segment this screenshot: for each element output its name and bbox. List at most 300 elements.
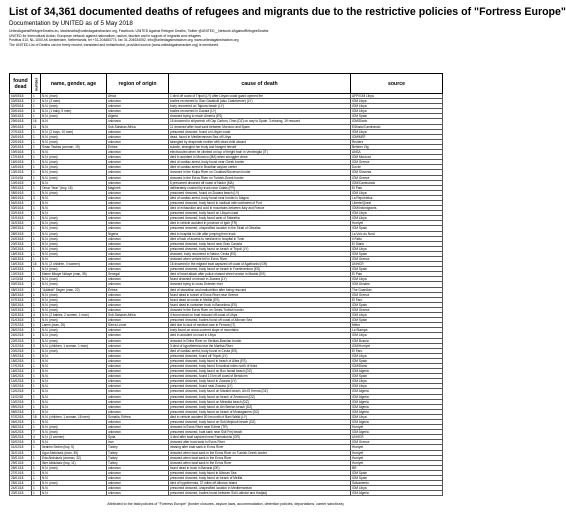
name-cell: N.N. (man) — [41, 481, 107, 486]
name-cell: N.N. (man) — [41, 170, 107, 175]
region-cell: unknown — [107, 425, 169, 430]
source-cell: Berliner Ztg — [351, 144, 443, 149]
number-cell: 1 — [32, 282, 41, 287]
number-cell: 1 — [32, 374, 41, 379]
cause-cell: died of hypothermia, 37 miles off Alboran Island — [169, 481, 351, 486]
cause-cell: strangled by desperate mother with dead child aboard — [169, 139, 351, 144]
cause-cell: presumed drowned, body found on beach of Zemmouri (DZ) — [169, 394, 351, 399]
source-cell: El Faro — [351, 297, 443, 302]
date-cell: 01/03/18 — [10, 318, 32, 323]
header-region: region of origin — [107, 74, 169, 94]
date-cell: 30/04/18 — [10, 109, 32, 114]
date-cell: 06/02/18 — [10, 420, 32, 425]
name-cell: N.N. (man) — [41, 175, 107, 180]
name-cell: N.N. (man) — [41, 231, 107, 236]
number-cell: 4 — [32, 435, 41, 440]
number-cell: 1 — [32, 165, 41, 170]
region-cell: unknown — [107, 292, 169, 297]
cause-cell: drowned in the Evros River on Greek-Turkish border — [169, 307, 351, 312]
cause-cell: 16 drowned in shipwreck off Cap Carbon, Oran (DZ) on way to Spain; 3 missing, 19 rescued — [169, 119, 351, 124]
date-cell: 07/02/18 — [10, 414, 32, 419]
source-cell: IOM/Hurriyet — [351, 343, 443, 348]
document-footer: Attributed to the fatal policies of "Fortress Europe" (border closures, asylum laws, accommodation, detention policies, deportations, carrier sanctions) — [107, 502, 344, 506]
source-cell: IOM Spain — [351, 476, 443, 481]
source-cell: IOM Libya — [351, 216, 443, 221]
number-cell: 1 — [32, 272, 41, 277]
cause-cell: presumed drowned, body found on Messida beach (DZ) — [169, 399, 351, 404]
info-line: The UNITED List of Deaths can be freely reused, translated and redistributed, provided source (www.unitedagainstracism.org) is mentioned. — [9, 42, 220, 47]
cause-cell: died in vehicle accident 50 km north of Bani Walid (LY) — [169, 414, 351, 419]
name-cell: N.N. — [41, 394, 107, 399]
date-cell: 17/04/18 — [10, 155, 32, 160]
region-cell: unknown — [107, 369, 169, 374]
number-cell: 1 — [32, 328, 41, 333]
region-cell: unknown — [107, 333, 169, 338]
number-cell: 1 — [32, 236, 41, 241]
cause-cell: drowned in the Kolpa River on Croatian/Slovenian border — [169, 170, 351, 175]
region-cell: unknown — [107, 481, 169, 486]
number-cell: 1 — [32, 297, 41, 302]
region-cell: unknown — [107, 206, 169, 211]
date-cell: 08/03/18 — [10, 292, 32, 297]
number-cell: 3 — [32, 440, 41, 445]
name-cell: N.N. — [41, 353, 107, 358]
name-cell: N.N. — [41, 119, 107, 124]
name-cell: N.N. (2 women) — [41, 435, 107, 440]
cause-cell: died of cardiac arrest in Brazilian asylum center — [169, 165, 351, 170]
number-cell: 1 — [32, 277, 41, 282]
name-cell: N.N. — [41, 476, 107, 481]
number-cell: 1 — [32, 353, 41, 358]
source-cell: IOM Libya — [351, 486, 443, 491]
number-cell: 2 — [32, 99, 41, 104]
name-cell: N.N. (man) — [41, 328, 107, 333]
date-cell: 24/01/18 — [10, 486, 32, 491]
header-source: source — [351, 74, 443, 94]
cause-cell: presumed drowned, found on Libyan coast — [169, 129, 351, 134]
cause-cell: suicide, strangled her body and hanged herself — [169, 144, 351, 149]
name-cell: N.N. — [41, 211, 107, 216]
source-cell: IOM Algeria — [351, 389, 443, 394]
region-cell: Eritrea — [107, 287, 169, 292]
cause-cell: presumed drowned, body found near Gran Canaria — [169, 241, 351, 246]
source-cell: IOM Greece — [351, 440, 443, 445]
cause-cell: body found on snow-covered slope of mountains — [169, 328, 351, 333]
number-cell: 1 — [32, 155, 41, 160]
number-cell: 11 — [32, 124, 41, 129]
cause-cell: presumed drowned, body found on Sidi Mejdoub beach (DZ) — [169, 420, 351, 425]
number-cell: 1 — [32, 425, 41, 430]
date-cell: 12/02/18 — [10, 389, 32, 394]
date-cell: 10/04/18 — [10, 180, 32, 185]
date-cell: 19/04/18 — [10, 150, 32, 155]
source-cell: IOM Libya — [351, 190, 443, 195]
source-cell: Hurriyet — [351, 460, 443, 465]
region-cell: unknown — [107, 119, 169, 124]
number-cell: 1 — [32, 251, 41, 256]
number-cell: 16 — [32, 119, 41, 124]
source-cell: IOM/Infomigrants — [351, 206, 443, 211]
name-cell: N.N. (man) — [41, 267, 107, 272]
source-cell: La Stampa — [351, 328, 443, 333]
date-cell: 26/02/18 — [10, 328, 32, 333]
name-cell: N.N. (man) — [41, 160, 107, 165]
source-cell: IOM/MSF — [351, 134, 443, 139]
date-cell: 02/03/18 — [10, 313, 32, 318]
source-cell: IOM Algeria — [351, 409, 443, 414]
number-cell: 1 — [32, 348, 41, 353]
name-cell: N.N. (children, 1 woman, 16 men) — [41, 414, 107, 419]
cause-cell: presumed drowned, body found on Ain Benian beach (DZ) — [169, 404, 351, 409]
cause-cell: presumed drowned, body found on beach of Mellila — [169, 476, 351, 481]
name-cell: N.N. (man) — [41, 318, 107, 323]
region-cell: Iran — [107, 440, 169, 445]
source-cell: IOM/Caminando — [351, 180, 443, 185]
date-cell: 28/03/18 — [10, 231, 32, 236]
name-cell: N.N. — [41, 486, 107, 491]
number-cell: 1 — [32, 363, 41, 368]
cause-cell: presumed drowned, body found on beach of Mostaganem (DZ) — [169, 409, 351, 414]
region-cell: unknown — [107, 318, 169, 323]
source-cell: IOM Greece — [351, 257, 443, 262]
date-cell: 26/01/18 — [10, 476, 32, 481]
name-cell: N.N. (man) — [41, 302, 107, 307]
name-cell: N.N. (man) — [41, 277, 107, 282]
region-cell: Turkey — [107, 460, 169, 465]
number-cell: 1 — [32, 338, 41, 343]
region-cell: Syria — [107, 435, 169, 440]
name-cell: N.N. (man) — [41, 246, 107, 251]
date-cell: 04/04/18 — [10, 200, 32, 205]
number-cell: 1 — [32, 134, 41, 139]
region-cell: unknown — [107, 379, 169, 384]
name-cell: N.N. (man) — [41, 165, 107, 170]
region-cell: Sub-Saharan Africa — [107, 124, 169, 129]
date-cell: 14/03/18 — [10, 267, 32, 272]
name-cell: N.N. (man) — [41, 307, 107, 312]
date-cell: 02/02/18 — [10, 440, 32, 445]
source-cell: IOM Libya — [351, 313, 443, 318]
source-cell: IOM Spain — [351, 374, 443, 379]
name-cell: N.N. (1 baby, 5 men) — [41, 109, 107, 114]
date-cell: 16/02/18 — [10, 369, 32, 374]
date-cell: 04/02/18 — [10, 430, 32, 435]
cause-cell: bodies recovered in Zuwara (LY) — [169, 109, 351, 114]
region-cell: Africa — [107, 94, 169, 99]
number-cell: 1 — [32, 445, 41, 450]
date-cell: 11/02/18 — [10, 394, 32, 399]
date-cell: 14/02/18 — [10, 379, 32, 384]
region-cell: unknown — [107, 139, 169, 144]
region-cell: unknown — [107, 221, 169, 226]
source-cell: Hurriyet — [351, 425, 443, 430]
date-cell: 29/01/18 — [10, 460, 32, 465]
cause-cell: found dead in truck in Bavaria (DE) — [169, 465, 351, 470]
date-cell: 17/02/18 — [10, 363, 32, 368]
cause-cell: 11 drowned after boat sank between Morocco and Spain — [169, 124, 351, 129]
date-cell: 05/02/18 — [10, 425, 32, 430]
number-cell: 1 — [32, 246, 41, 251]
number-cell: 3 — [32, 343, 41, 348]
number-cell: 1 — [32, 409, 41, 414]
source-cell: IOM Spain — [351, 114, 443, 119]
date-cell: 27/02/18 — [10, 323, 32, 328]
name-cell: N.N. (man) — [41, 139, 107, 144]
name-cell: N.N. (man) — [41, 465, 107, 470]
cause-cell: presumed drowned, body found west of Sabratha — [169, 216, 351, 221]
source-cell: IOM Libya — [351, 277, 443, 282]
cause-cell: body recovered on Tajoura beach (LY) — [169, 104, 351, 109]
header-number: number — [32, 74, 41, 94]
cause-cell: presumed drowned, found near Zuwara (LY) — [169, 384, 351, 389]
name-cell: N.N. — [41, 195, 107, 200]
number-cell: 1 — [32, 450, 41, 455]
name-cell: N.N. (man) — [41, 333, 107, 338]
name-cell: N.N. (man) — [41, 251, 107, 256]
date-cell: 05/03/18 — [10, 302, 32, 307]
source-cell: The Guardian — [351, 287, 443, 292]
region-cell: Algeria — [107, 114, 169, 119]
cause-cell: presumed drowned, boat sank near Sidi Frej beach — [169, 430, 351, 435]
number-cell: 1 — [32, 150, 41, 155]
source-cell: IOM Libya — [351, 109, 443, 114]
name-cell: N.N. (man) — [41, 221, 107, 226]
number-cell: 1 — [32, 170, 41, 175]
cause-cell: presumed drowned, unspecified location in Mediterranean — [169, 486, 351, 491]
cause-cell: deliberately crushed by truck near Calais (FR) — [169, 185, 351, 190]
number-cell: 1 — [32, 333, 41, 338]
cause-cell: found dead on rocks in Melilla (ES) — [169, 297, 351, 302]
name-cell: N.N. (2 babies, 2 women, 1 man) — [41, 313, 107, 318]
date-cell: 19/02/18 — [10, 353, 32, 358]
region-cell: Turkey — [107, 455, 169, 460]
date-cell: 11/03/18 — [10, 277, 32, 282]
source-cell: Hurriyet — [351, 450, 443, 455]
date-cell: 09/03/18 — [10, 282, 32, 287]
cause-cell: presumed drowned, body found 8 nautical miles north of Ibiza — [169, 363, 351, 368]
source-cell: Reuters — [351, 139, 443, 144]
cause-cell: presumed drowned, body found on Libyan coast — [169, 211, 351, 216]
name-cell: N.N. — [41, 409, 107, 414]
region-cell: unknown — [107, 109, 169, 114]
number-cell: 1 — [32, 114, 41, 119]
number-cell: 1 — [32, 221, 41, 226]
source-cell: Dw.de — [351, 165, 443, 170]
source-cell: IOM Algeria — [351, 404, 443, 409]
name-cell: Mame Mbaye Ndiaye (man, 35) — [41, 272, 107, 277]
date-cell: 27/01/18 — [10, 470, 32, 475]
date-cell: 18/02/18 — [10, 358, 32, 363]
table-header-row — [10, 74, 443, 94]
source-cell: IOM Greece — [351, 307, 443, 312]
region-cell: unknown — [107, 465, 169, 470]
date-cell: 08/02/18 — [10, 409, 32, 414]
name-cell: N.N. (man) — [41, 104, 107, 109]
source-cell: El Faro — [351, 348, 443, 353]
source-cell: IOM Algeria — [351, 420, 443, 425]
date-cell: 18/03/18 — [10, 251, 32, 256]
cause-cell: found dead in tunnel of Evros River near Greece — [169, 292, 351, 297]
name-cell: N.N. — [41, 440, 107, 445]
name-cell: N.N. (man) — [41, 348, 107, 353]
region-cell: unknown — [107, 389, 169, 394]
region-cell: unknown — [107, 338, 169, 343]
table-row — [10, 491, 443, 496]
number-cell: 1 — [32, 470, 41, 475]
source-cell: Liberte/Quest — [351, 200, 443, 205]
region-cell: unknown — [107, 420, 169, 425]
number-cell: 1 — [32, 185, 41, 190]
source-cell: IOM Libya — [351, 379, 443, 384]
source-cell: El Pais — [351, 272, 443, 277]
source-cell: IOM Libya — [351, 211, 443, 216]
source-cell: IOM Spain — [351, 358, 443, 363]
cause-cell: 6 presumed drowned off coast of Nador (MA) — [169, 180, 351, 185]
cause-cell: 4 died after boat capsized near Farmakonisi (GR) — [169, 435, 351, 440]
name-cell: N.N. — [41, 420, 107, 425]
name-cell: Sinan Tasbas (woman, 19) — [41, 144, 107, 149]
number-cell: 1 — [32, 307, 41, 312]
name-cell: N.N. — [41, 124, 107, 129]
date-cell: 30/01/18 — [10, 455, 32, 460]
name-cell: N.N. — [41, 200, 107, 205]
name-cell: N.N. (man) — [41, 236, 107, 241]
source-cell: Hurriyet — [351, 221, 443, 226]
cause-cell: presumed drowned, bodies found between Sidi Lakhdar and Hadjadj — [169, 491, 351, 496]
region-cell: Turkey — [107, 450, 169, 455]
cause-cell: presumed drowned, body found in beach of Altea (ES) — [169, 358, 351, 363]
date-cell: 02/04/18 — [10, 211, 32, 216]
date-cell: 08/04/18 — [10, 190, 32, 195]
cause-cell: drowned when boat sank in the Evros River — [169, 460, 351, 465]
cause-cell: died in vehicle accident in province of Igdir (TR) — [169, 221, 351, 226]
name-cell: N.N. (man) — [41, 114, 107, 119]
date-cell: 24/02/18 — [10, 333, 32, 338]
date-cell: 24/03/18 — [10, 236, 32, 241]
source-cell: IOM Libya — [351, 333, 443, 338]
region-cell: unknown — [107, 155, 169, 160]
source-cell: IOM Libya — [351, 384, 443, 389]
date-cell: 25/01/18 — [10, 481, 32, 486]
number-cell: 3 — [32, 195, 41, 200]
source-cell: La Voix du Nord — [351, 231, 443, 236]
date-cell: 13/02/18 — [10, 384, 32, 389]
number-cell: 1 — [32, 358, 41, 363]
contact-info — [9, 29, 445, 47]
region-cell: unknown — [107, 430, 169, 435]
region-cell: unknown — [107, 297, 169, 302]
number-cell: 1 — [32, 302, 41, 307]
name-cell: N.N. (man) — [41, 94, 107, 99]
source-cell: IOM Bosnia — [351, 338, 443, 343]
date-cell: 30/04/18 — [10, 114, 32, 119]
name-cell: N.N. (children, 1 woman, 1 man) — [41, 343, 107, 348]
number-cell: 1 — [32, 216, 41, 221]
region-cell: unknown — [107, 165, 169, 170]
name-cell: N.N. (man) — [41, 134, 107, 139]
number-cell: 1 — [32, 481, 41, 486]
name-cell: N.N. — [41, 180, 107, 185]
name-cell: N.N. (man) — [41, 216, 107, 221]
info-line: Postbus 413, NL-1000 AK Amsterdam, Netherlands, tel +31-204683774, fax 31-204634052, info@unitedagainstracism.org, www.unitedagainstracism.org — [9, 38, 239, 43]
number-cell: 1 — [32, 129, 41, 134]
number-cell: 1 — [32, 287, 41, 292]
document-subtitle: Documentation by UNITED as of 5 May 2018 — [9, 20, 133, 27]
region-cell: unknown — [107, 486, 169, 491]
name-cell: N.N. (man) — [41, 155, 107, 160]
source-cell: IOM Slovenia — [351, 170, 443, 175]
name-cell: N.N. (man) — [41, 297, 107, 302]
cause-cell: drowned trying to reach Almería (ES) — [169, 114, 351, 119]
date-cell: 20/03/18 — [10, 246, 32, 251]
date-cell: 31/01/18 — [10, 450, 32, 455]
cause-cell: presumed drowned, unspecified location in the Strait of Gibraltar — [169, 226, 351, 231]
cause-cell: drowned after boat sank in Evros River — [169, 440, 351, 445]
region-cell: unknown — [107, 470, 169, 475]
source-cell: IOM Spain — [351, 226, 443, 231]
number-cell: 1 — [32, 226, 41, 231]
source-cell: Hurriyet — [351, 445, 443, 450]
number-cell: 1 — [32, 460, 41, 465]
cause-cell: drowned when boat sank in the Evros River on Turkish-Greek border — [169, 450, 351, 455]
name-cell: Ugur Abdulaziz (man, 35) — [41, 450, 107, 455]
region-cell: unknown — [107, 200, 169, 205]
date-cell: 27/04/18 — [10, 129, 32, 134]
cause-cell: 16 drowned in the migrant boat capsized off coast of Agathonisi (GR) — [169, 262, 351, 267]
number-cell: 1 — [32, 420, 41, 425]
cause-cell: presumed drowned, body found on Bou Ismail beach (DZ) — [169, 369, 351, 374]
cause-cell: dead, found in Mediterranean Sea off Libya — [169, 134, 351, 139]
name-cell: Ibrahim Sedim (boy, 5) — [41, 445, 107, 450]
region-cell: unknown — [107, 99, 169, 104]
region-cell: unknown — [107, 307, 169, 312]
date-cell: 01/02/18 — [10, 445, 32, 450]
number-cell: 1 — [32, 465, 41, 470]
date-cell: 29/04/18 — [10, 124, 32, 129]
date-cell: 03/04/18 — [10, 206, 32, 211]
region-cell: unknown — [107, 104, 169, 109]
source-cell: IOM Spain — [351, 251, 443, 256]
date-cell: 22/04/18 — [10, 139, 32, 144]
number-cell: 1 — [32, 241, 41, 246]
number-cell: 4 — [32, 313, 41, 318]
region-cell: unknown — [107, 170, 169, 175]
name-cell: N.N. — [41, 206, 107, 211]
number-cell: 1 — [32, 399, 41, 404]
date-cell: 22/02/18 — [10, 338, 32, 343]
source-cell: AFP/IOM Libya — [351, 94, 443, 99]
cause-cell: died due to lack of medical care in Ferrara (IT) — [169, 323, 351, 328]
name-cell: Lamin (man, 20) — [41, 323, 107, 328]
name-cell: N.N. — [41, 384, 107, 389]
date-cell: 03/02/18 — [10, 435, 32, 440]
source-cell: IOM Greece — [351, 160, 443, 165]
name-cell: Ilker Abdulaziz (boy, 11) — [41, 460, 107, 465]
date-cell: 20/02/18 — [10, 348, 32, 353]
source-cell: IOM Spain — [351, 267, 443, 272]
number-cell: 1 — [32, 486, 41, 491]
cause-cell: missing after boat sank in Evros River — [169, 445, 351, 450]
source-cell: IOM Algeria — [351, 491, 443, 496]
region-cell: unknown — [107, 399, 169, 404]
cause-cell: drowned when boat sank in the Evros River — [169, 455, 351, 460]
cause-cell: 1 died off coast of Tripoli (LY) after Libyan coast guard opened fire — [169, 94, 351, 99]
source-cell: IOM Libya — [351, 99, 443, 104]
number-cell: 1 — [32, 160, 41, 165]
region-cell: unknown — [107, 358, 169, 363]
date-cell: 11/04/18 — [10, 175, 32, 180]
region-cell: unknown — [107, 491, 169, 496]
